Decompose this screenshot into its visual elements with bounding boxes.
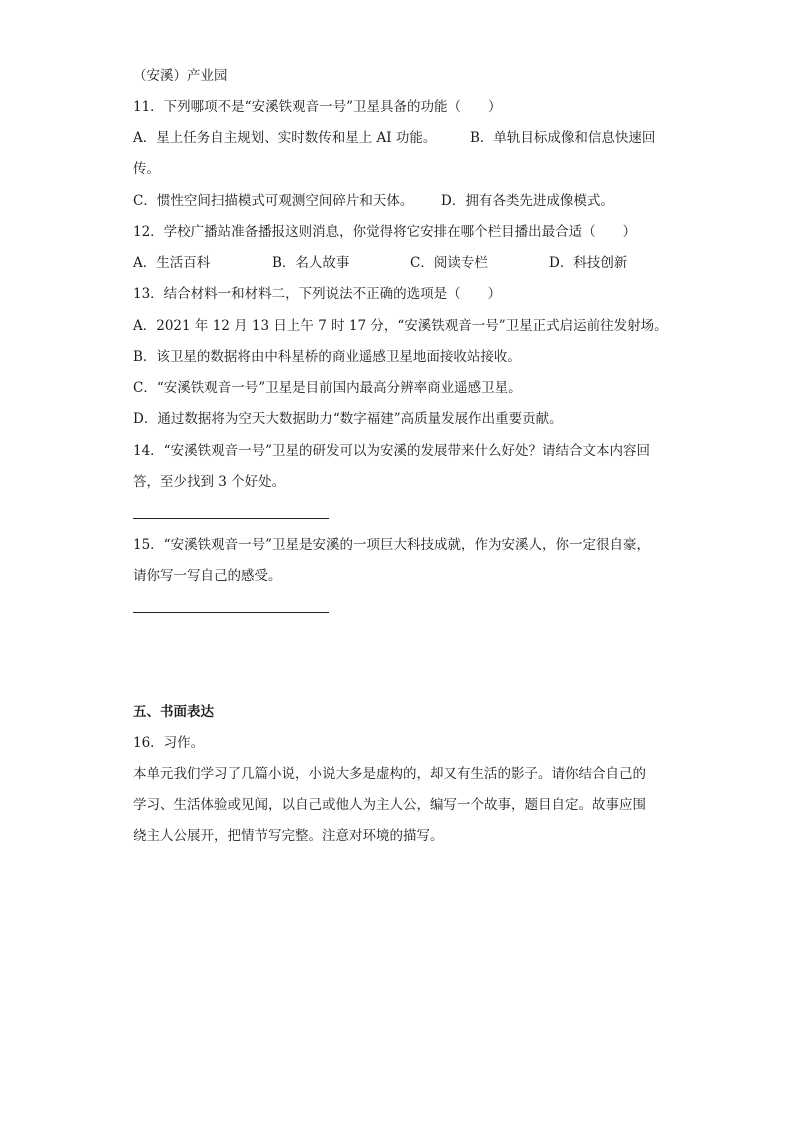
question-13-option-a: A．2021 年 12 月 13 日上午 7 时 17 分，“安溪铁观音一号”卫星正式启运前往发射场。 bbox=[133, 318, 668, 334]
question-15-line-1: 15．“安溪铁观音一号”卫星是安溪的一项巨大科技成就，作为安溪人，你一定很自豪， bbox=[133, 537, 650, 553]
answer-line-15 bbox=[133, 612, 329, 613]
question-12-option-d: D．科技创新 bbox=[549, 255, 628, 271]
question-13-option-c: C．“安溪铁观音一号”卫星是目前国内最高分辨率商业遥感卫星。 bbox=[133, 380, 522, 396]
answer-line-14 bbox=[133, 518, 329, 519]
question-12-option-a: A．生活百科 bbox=[133, 255, 211, 271]
question-14-line-1: 14．“安溪铁观音一号”卫星的研发可以为安溪的发展带来什么好处？请结合文本内容回 bbox=[133, 443, 650, 459]
question-13-option-b: B．该卫星的数据将由中科星桥的商业遥感卫星地面接收站接收。 bbox=[133, 349, 521, 365]
question-12-option-b: B．名人故事 bbox=[272, 255, 350, 271]
essay-prompt-line-1: 本单元我们学习了几篇小说，小说大多是虚构的，却又有生活的影子。请你结合自己的 bbox=[133, 766, 646, 782]
question-11-option-b-continued: 传。 bbox=[133, 161, 160, 177]
question-12-stem: 12．学校广播站准备播报这则消息，你觉得将它安排在哪个栏目播出最合适（ ） bbox=[133, 224, 637, 240]
question-11-option-d: D．拥有各类先进成像模式。 bbox=[441, 193, 614, 209]
question-12-option-c: C．阅读专栏 bbox=[410, 255, 488, 271]
section-5-heading: 五、书面表达 bbox=[133, 704, 214, 720]
essay-prompt-line-3: 绕主人公展开，把情节写完整。注意对环境的描写。 bbox=[133, 828, 444, 844]
question-14-line-2: 答，至少找到 3 个好处。 bbox=[133, 474, 286, 490]
question-16-label: 16．习作。 bbox=[133, 735, 205, 751]
top-fragment-text: （安溪）产业园 bbox=[133, 68, 228, 84]
question-11-option-a: A．星上任务自主规划、实时数传和星上 AI 功能。 bbox=[133, 130, 437, 146]
question-11-stem: 11．下列哪项不是“安溪铁观音一号”卫星具备的功能（ ） bbox=[133, 99, 502, 115]
question-13-option-d: D．通过数据将为空天大数据助力“数字福建”高质量发展作出重要贡献。 bbox=[133, 411, 563, 427]
question-11-option-c: C．惯性空间扫描模式可观测空间碎片和天体。 bbox=[133, 193, 414, 209]
question-11-option-b: B．单轨目标成像和信息快速回 bbox=[470, 130, 656, 146]
question-13-stem: 13．结合材料一和材料二，下列说法不正确的选项是（ ） bbox=[133, 286, 502, 302]
question-15-line-2: 请你写一写自己的感受。 bbox=[133, 568, 282, 584]
essay-prompt-line-2: 学习、生活体验或见闻，以自己或他人为主人公，编写一个故事，题目自定。故事应围 bbox=[133, 797, 646, 813]
